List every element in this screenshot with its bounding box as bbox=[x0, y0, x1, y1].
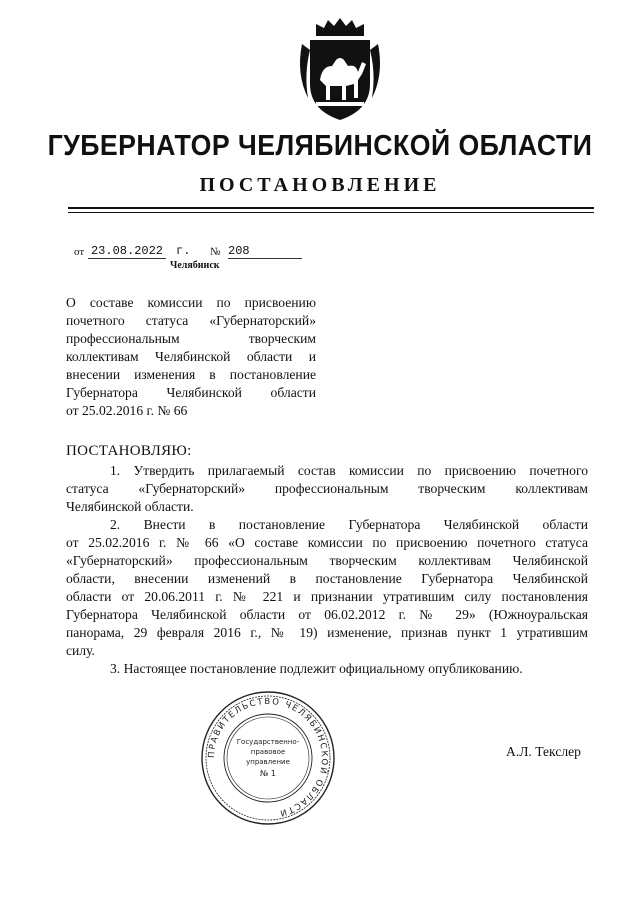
subject-line: профессиональным творческим bbox=[66, 331, 316, 346]
item-line: 1. Утвердить прилагаемый состав комиссии по присвоению почетного bbox=[110, 463, 588, 478]
item-line: Губернатора Челябинской области от 06.02.2012 г. № 29» (Южноуральская bbox=[66, 607, 588, 622]
signatory-name: А.Л. Текслер bbox=[506, 744, 581, 759]
subject-line: внесении изменения в постановление bbox=[66, 367, 316, 382]
seal-inner-line: № 1 bbox=[260, 769, 276, 778]
subject-block bbox=[66, 294, 316, 420]
city-label: Челябинск bbox=[170, 260, 220, 271]
item-line: Челябинской области. bbox=[66, 499, 194, 514]
subject-line: Губернатора Челябинской области bbox=[66, 385, 316, 400]
organization-title: ГУБЕРНАТОР ЧЕЛЯБИНСКОЙ ОБЛАСТИ bbox=[47, 130, 593, 162]
from-label: от bbox=[74, 246, 85, 258]
document-number: 208 bbox=[228, 244, 302, 259]
item-line: 2. Внести в постановление Губернатора Челябинской области bbox=[110, 517, 588, 532]
document-type: ПОСТАНОВЛЕНИЕ bbox=[199, 174, 441, 196]
number-label: № bbox=[210, 246, 221, 258]
coat-of-arms-emblem bbox=[296, 14, 384, 124]
header-rule-thin bbox=[68, 212, 594, 213]
item-line: статуса «Губернаторский» профессиональным творческим коллективам bbox=[66, 481, 588, 496]
item-line: от 25.02.2016 г. № 66 «О составе комиссии по присвоению почетного статуса bbox=[66, 535, 588, 550]
item-line: панорама, 29 февраля 2016 г., № 19) изменение, признав пункт 1 утратившим bbox=[66, 625, 588, 640]
header-rule-thick bbox=[68, 207, 594, 209]
subject-line: от 25.02.2016 г. № 66 bbox=[66, 403, 188, 418]
item-line: области от 20.06.2011 г. № 221 и признании утратившим силу постановления bbox=[66, 589, 588, 604]
subject-line: почетного статуса «Губернаторский» bbox=[66, 313, 316, 328]
item-1 bbox=[66, 462, 588, 516]
item-line: 3. Настоящее постановление подлежит официальному опубликованию. bbox=[110, 661, 523, 676]
seal-inner-line: Государственно- bbox=[236, 738, 300, 746]
seal-inner-line: правовое bbox=[250, 748, 286, 756]
item-3 bbox=[88, 660, 588, 678]
official-seal bbox=[198, 688, 338, 828]
item-line: «Губернаторский» профессиональным творческим коллективам Челябинской bbox=[66, 553, 588, 568]
document-date: 23.08.2022 bbox=[88, 244, 166, 259]
seal-ring-text: ПРАВИТЕЛЬСТВО ЧЕЛЯБИНСКОЙ ОБЛАСТИ bbox=[206, 696, 330, 818]
resolve-heading: ПОСТАНОВЛЯЮ: bbox=[66, 443, 192, 459]
subject-line: О составе комиссии по присвоению bbox=[66, 295, 316, 310]
item-line: области, внесении изменений в постановление Губернатора Челябинской bbox=[66, 571, 588, 586]
item-2 bbox=[66, 516, 588, 660]
year-suffix: г. bbox=[176, 244, 191, 258]
subject-line: коллективам Челябинской области и bbox=[66, 349, 316, 364]
seal-inner-line: управление bbox=[246, 758, 290, 766]
item-line: силу. bbox=[66, 643, 95, 658]
